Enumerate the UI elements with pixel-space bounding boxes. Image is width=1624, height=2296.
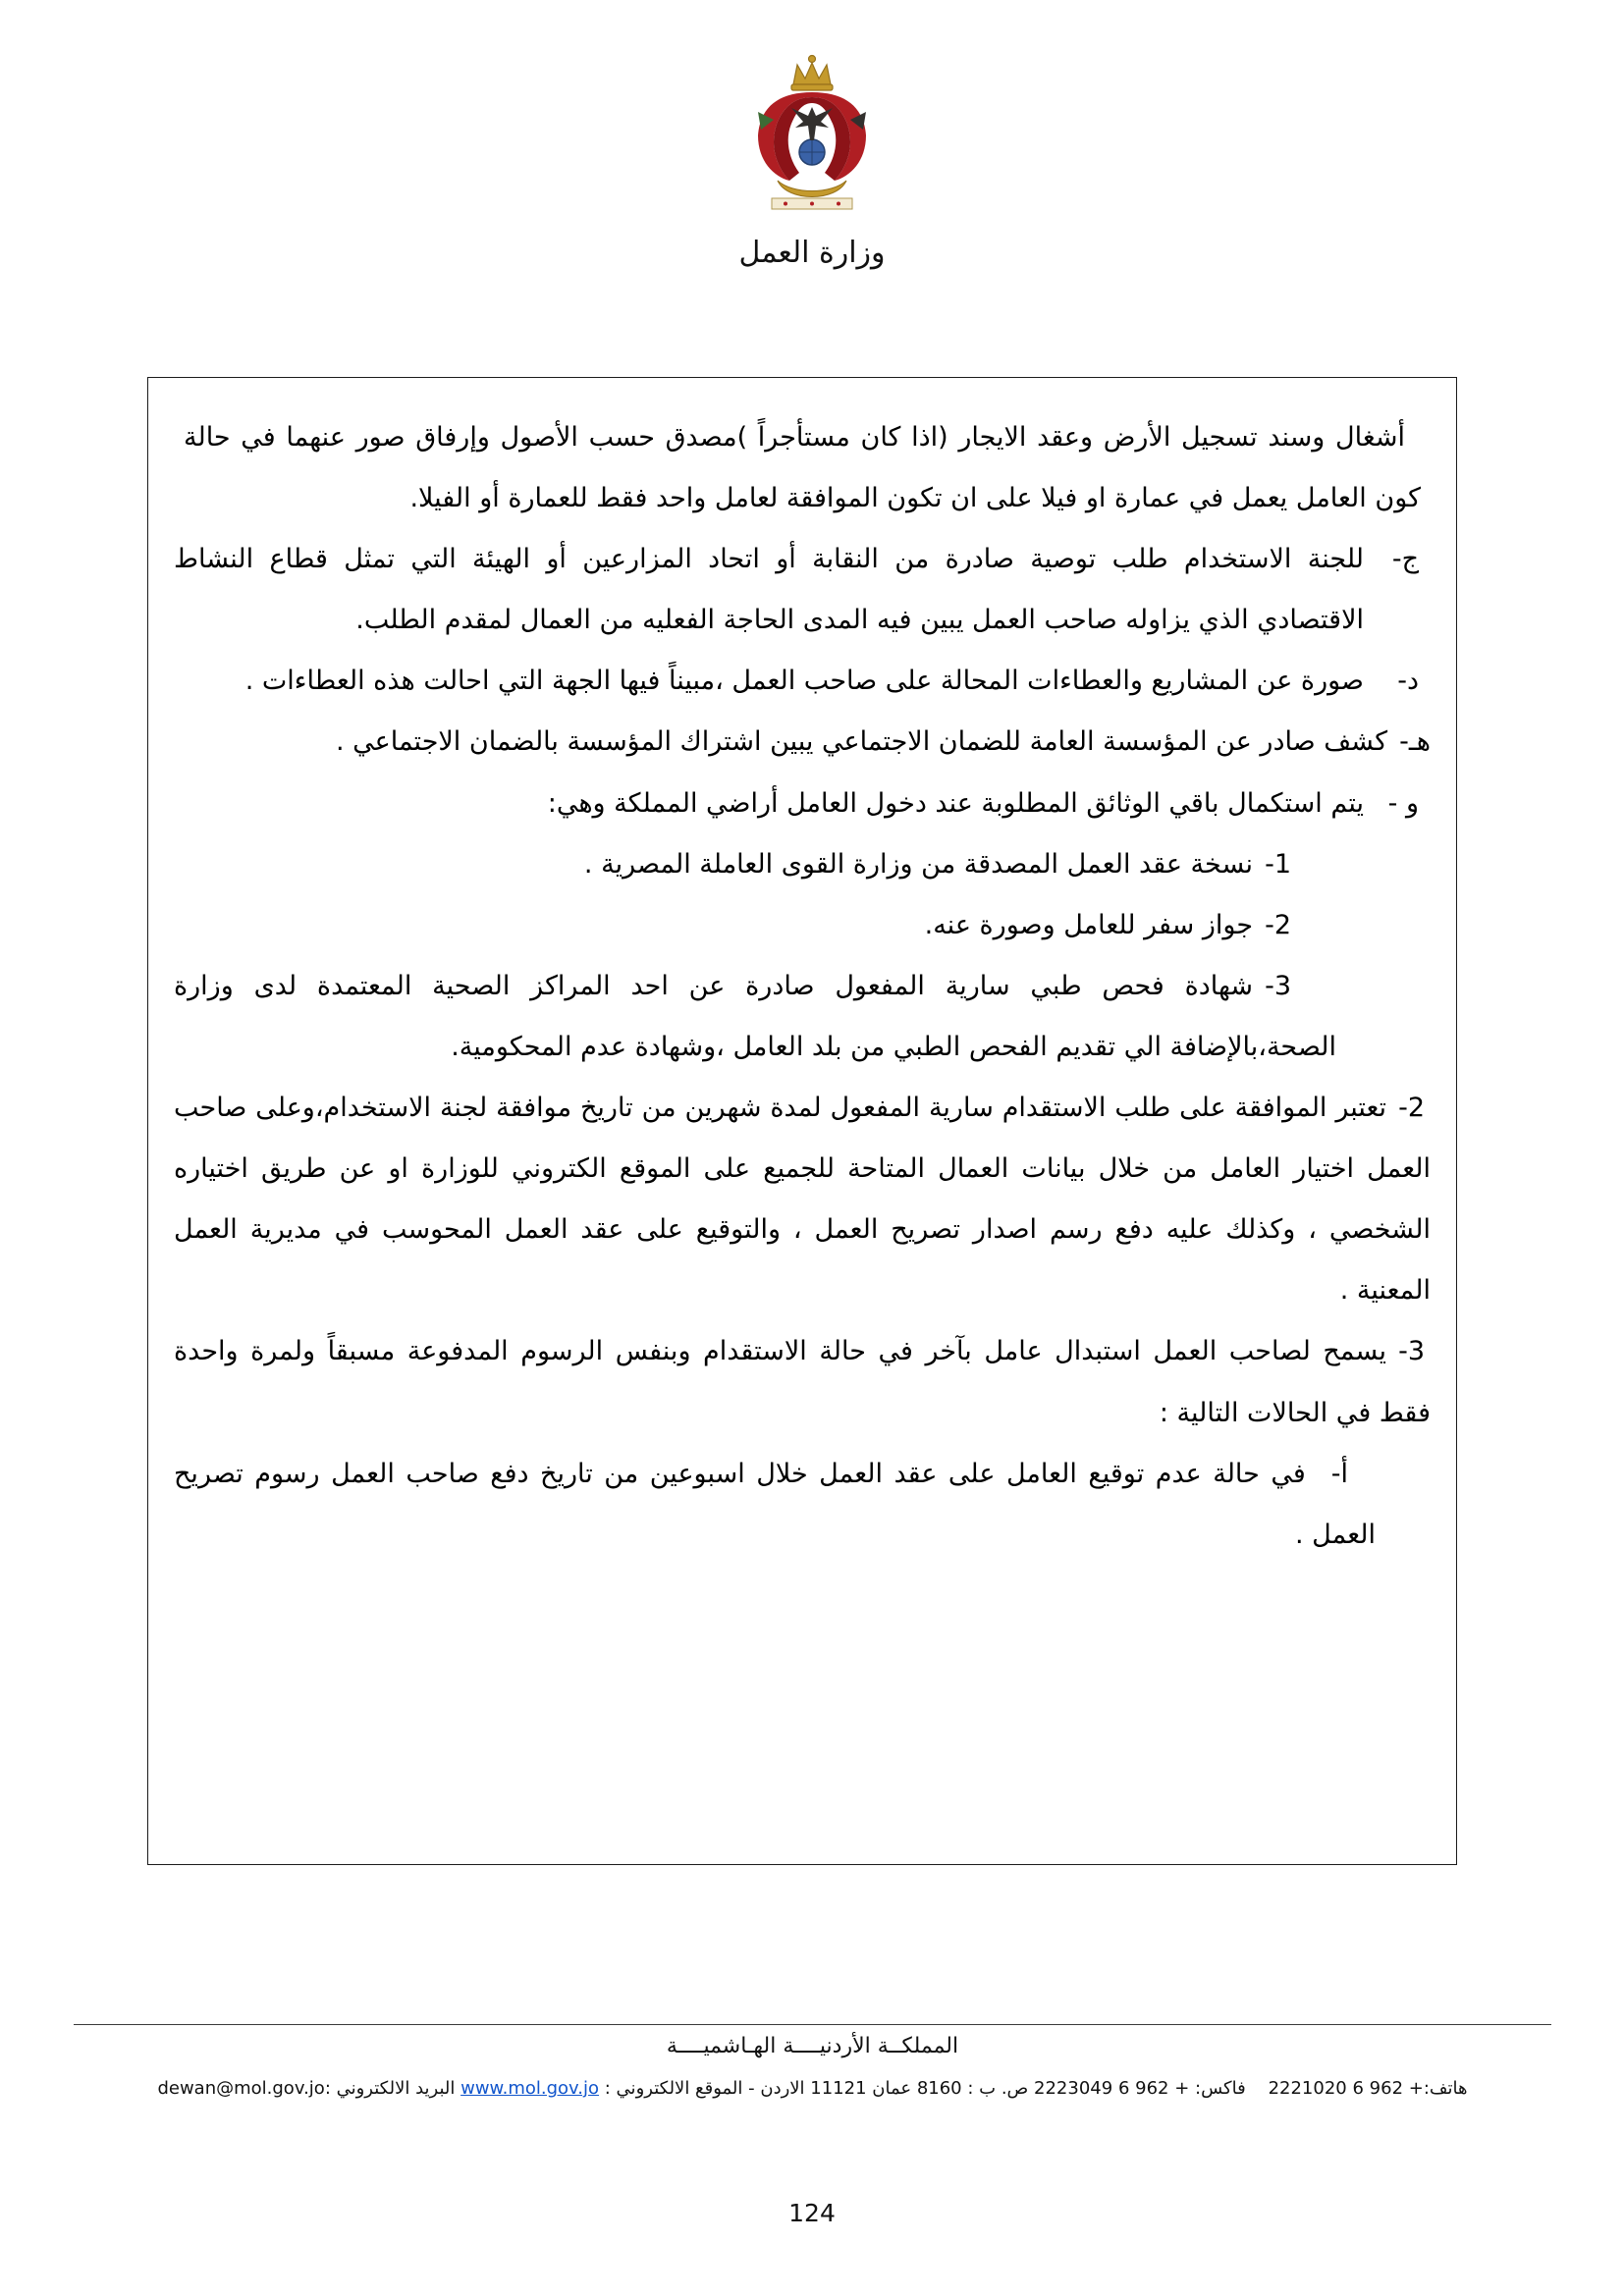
list-item-marker: و - bbox=[1387, 787, 1419, 819]
contact-line bbox=[74, 2078, 1551, 2099]
list-item-text: صورة عن المشاريع والعطاءات المحالة على صاحب العمل ،مبيناً فيها الجهة التي احالت هذه العطاءات . bbox=[244, 666, 1364, 697]
email-label: البريد الالكتروني : bbox=[324, 2078, 461, 2099]
list-item-marker: 3- bbox=[1265, 970, 1291, 1001]
page-footer bbox=[74, 2024, 1551, 2099]
ministry-emblem bbox=[738, 51, 886, 220]
website-link[interactable]: www.mol.gov.jo bbox=[460, 2078, 600, 2099]
list-item bbox=[174, 895, 1431, 956]
list-item-text: تعتبر الموافقة على طلب الاستقدام سارية المفعول لمدة شهرين من تاريخ موافقة لجنة الاستخدام،وعلى صاحب العمل اختيار العامل من خلال بيانات العمال المتاحة للجميع على الموقع الكتروني للوزارة او عن طريق اختياره الشخصي ، وكذلك عليه دفع رسم اصدار تصريح العمل ، والتوقيع على عقد العمل المحوسب في مديرية العمل المعنية . bbox=[174, 1093, 1431, 1307]
kingdom-name: المملكــة الأردنيــــة الهـاشميــــة bbox=[666, 2034, 959, 2058]
list-item-marker: د- bbox=[1397, 666, 1419, 697]
list-item bbox=[174, 407, 1431, 529]
list-item bbox=[174, 1078, 1431, 1321]
ministry-title: وزارة العمل bbox=[738, 236, 886, 270]
list-item-text: يسمح لصاحب العمل استبدال عامل بآخر في حالة الاستقدام وبنفس الرسوم المدفوعة مسبقاً ولمرة واحدة فقط في الحالات التالية : bbox=[174, 1336, 1431, 1428]
list-item bbox=[174, 1321, 1431, 1443]
list-item-marker: 2- bbox=[1398, 1093, 1425, 1124]
email-text: dewan@mol.gov.jo bbox=[157, 2078, 325, 2099]
contact-phone-fax-address: هاتف:+ 962 6 2221020 فاكس: + 962 6 2223049 ص. ب : 8160 عمان 11121 الاردن - الموقع الالكتروني : bbox=[599, 2078, 1468, 2099]
list-item bbox=[174, 774, 1431, 834]
list-item-marker: أ- bbox=[1330, 1458, 1348, 1489]
jordan-coat-of-arms-icon bbox=[738, 51, 886, 220]
list-item-text: شهادة فحص طبي سارية المفعول صادرة عن احد المراكز الصحية المعتمدة لدى وزارة الصحة،بالإضافة الي تقديم الفحص الطبي من بلد العامل ،وشهادة عدم المحكومية. bbox=[174, 970, 1336, 1062]
page-number: 124 bbox=[788, 2199, 836, 2227]
list-item-text: للجنة الاستخدام طلب توصية صادرة من النقابة أو اتحاد المزارعين أو الهيئة التي تمثل قطاع النشاط الاقتصادي الذي يزاوله صاحب العمل يبين فيه المدى الحاجة الفعليه من العمال لمقدم الطلب. bbox=[174, 544, 1364, 636]
list-item-marker: 3- bbox=[1398, 1336, 1425, 1367]
list-item-marker: 2- bbox=[1265, 909, 1291, 940]
list-item-marker: ج- bbox=[1391, 544, 1419, 575]
list-item-text: كشف صادر عن المؤسسة العامة للضمان الاجتماعي يبين اشتراك المؤسسة بالضمان الاجتماعي . bbox=[335, 726, 1388, 758]
list-item bbox=[174, 956, 1431, 1078]
page-header bbox=[0, 51, 1624, 270]
list-item-text: أشغال وسند تسجيل الأرض وعقد الايجار (اذا كان مستأجراً )مصدق حسب الأصول وإرفاق صور عنهما في حالة كون العامل يعمل في عمارة او فيلا على ان تكون الموافقة لعامل واحد فقط للعمارة أو الفيلا. bbox=[184, 422, 1421, 514]
list-item bbox=[174, 651, 1431, 712]
document-body bbox=[147, 377, 1457, 1865]
list-item bbox=[174, 1444, 1431, 1566]
list-item-text: في حالة عدم توقيع العامل على عقد العمل خلال اسبوعين من تاريخ دفع صاحب العمل رسوم تصريح العمل . bbox=[174, 1458, 1376, 1550]
list-item-text: يتم استكمال باقي الوثائق المطلوبة عند دخول العامل أراضي المملكة وهي: bbox=[547, 787, 1364, 819]
list-item-text: نسخة عقد العمل المصدقة من وزارة القوى العاملة المصرية . bbox=[583, 848, 1254, 880]
list-item-marker: 1- bbox=[1265, 848, 1291, 880]
list-item-text: جواز سفر للعامل وصورة عنه. bbox=[924, 909, 1254, 940]
list-item bbox=[174, 712, 1431, 773]
list-item bbox=[174, 834, 1431, 895]
list-item bbox=[174, 529, 1431, 651]
list-item-marker: هـ- bbox=[1399, 726, 1431, 758]
